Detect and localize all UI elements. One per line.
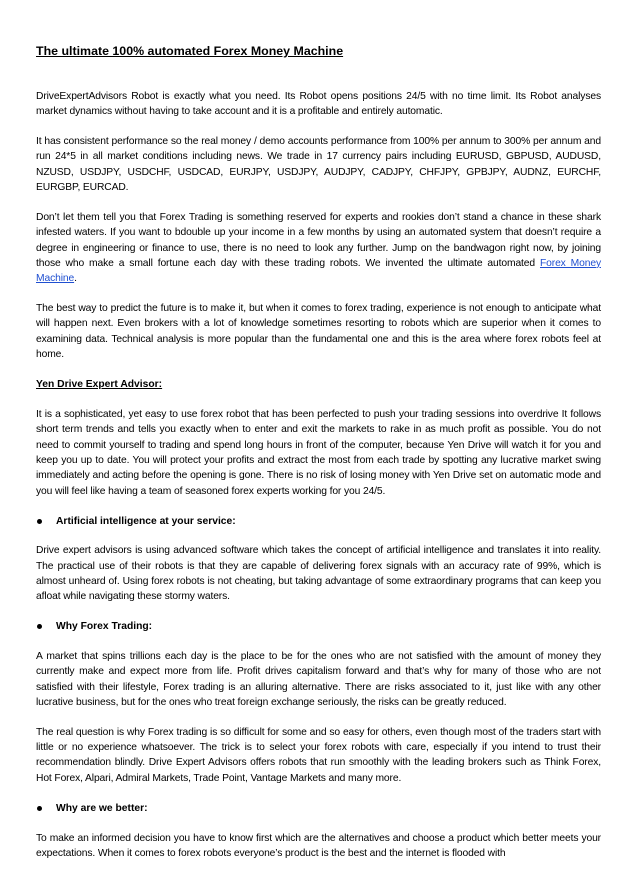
document-page [36,44,601,876]
experts-paragraph-text: Don’t let them tell you that Forex Trading is something reserved for experts and rookies don’t stand a chance in these shark infested waters. If you want to bdouble up your income in a few months by using an automated system that doesn’t require a degree in engineering or finance to use, there is no need to look any further. Jump on the bandwagon right now, by joining those who make a small fortune each day with these trading robots. We invented the ultimate automated [36,211,601,269]
experts-paragraph [36,210,601,286]
bullet-artificial-intelligence [36,514,601,529]
real-question-paragraph: The real question is why Forex trading is so difficult for some and so easy for others, even though most of the traders start with little or no experience whatsoever. The trick is to select your forex robots with care, especially if you intend to trust their recommendation blindly. Drive Expert Advisors offers robots that run smoothly with the leading brokers such as Think Forex, Hot Forex, Alpari, Admiral Markets, Trade Point, Vantage Markets and many more. [36,726,601,784]
predict-future-paragraph: The best way to predict the future is to make it, but when it comes to forex trading, experience is not enough to anticipate what will happen next. Even brokers with a lot of knowledge sometimes resorting to robots which are superior when it comes to examining data. Technical analysis is more popular than the fundamental one and this is the area where forex robots feel at home. [36,303,601,360]
bullet-dot-icon [37,806,42,811]
yen-drive-paragraph: It is a sophisticated, yet easy to use forex robot that has been perfected to push your trading sessions into overdrive It follows short term trends and tells you exactly when to enter and exit the markets to rake in as much profit as possible. You do not need to commit yourself to trading and spend long hours in front of the computer, because Yen Drive will watch it for you and keep you up to date. You will protect your profits and extract the most from each trade by spotting any lucrative market swing immediately and acting before the opening is gone. There is no risk of losing money with Yen Drive set on automatic mode and you will feel like having a team of seasoned forex experts working for you 24/5. [36,409,601,497]
forex-money-machine-link[interactable]: Forex Money Machine [36,257,601,285]
page-title: The ultimate 100% automated Forex Money Machine [36,44,344,58]
bullet-label: Why Forex Trading: [56,621,153,633]
informed-decision-paragraph: To make an informed decision you have to know first which are the alternatives and choose a product which better meets your expectations. When it comes to forex robots everyone’s product is the best and the internet is flooded with [36,832,601,859]
bullet-why-forex-trading [36,619,601,634]
bullet-label: Why are we better: [56,802,148,814]
bullet-label: Artificial intelligence at your service: [56,515,236,527]
bullet-why-better [36,801,601,816]
performance-paragraph: It has consistent performance so the real money / demo accounts performance from 100% per annum to 300% per annum and run 24*5 in all market conditions including news. We trade in 17 currency pairs including EURUSD, GBPUSD, AUDUSD, NZUSD, USDJPY, USDCHF, USDCAD, EURJPY, USDJPY, AUDJPY, CADJPY, CHFJPY, GPBJPY, AUDNZ, EURCHF, EURGBP, EURCAD. [36,136,601,194]
experts-paragraph-end: . [74,273,77,285]
yen-drive-heading: Yen Drive Expert Advisor: [36,378,163,390]
bullet-dot-icon [37,519,42,524]
intro-paragraph: DriveExpertAdvisors Robot is exactly what you need. Its Robot opens positions 24/5 with no time limit. Its Robot analyses market dynamics without having to take account and it is a profitable and entirely automatic. [36,91,601,118]
artificial-intelligence-paragraph: Drive expert advisors is using advanced software which takes the concept of artificial intelligence and translates it into reality. The practical use of their robots is that they are capable of delivering forex signals with an accuracy rate of 99%, which is almost unheard of. Using forex robots is not cheating, but taking advantage of some extraordinary programs that can keep you afloat while navigating these stormy waters. [36,545,601,603]
bullet-dot-icon [37,624,42,629]
why-forex-paragraph: A market that spins trillions each day is the place to be for the ones who are not satisfied with the amount of money they currently make and expect more from life. Profit drives capitalism forward and that’s why for many of those who are not satisfied with their lifestyle, Forex trading is an alluring alternative. There are risks associated to it, just like with any other lucrative business, but for the ones who treat foreign exchange seriously, the risks can be greatly reduced. [36,651,601,708]
